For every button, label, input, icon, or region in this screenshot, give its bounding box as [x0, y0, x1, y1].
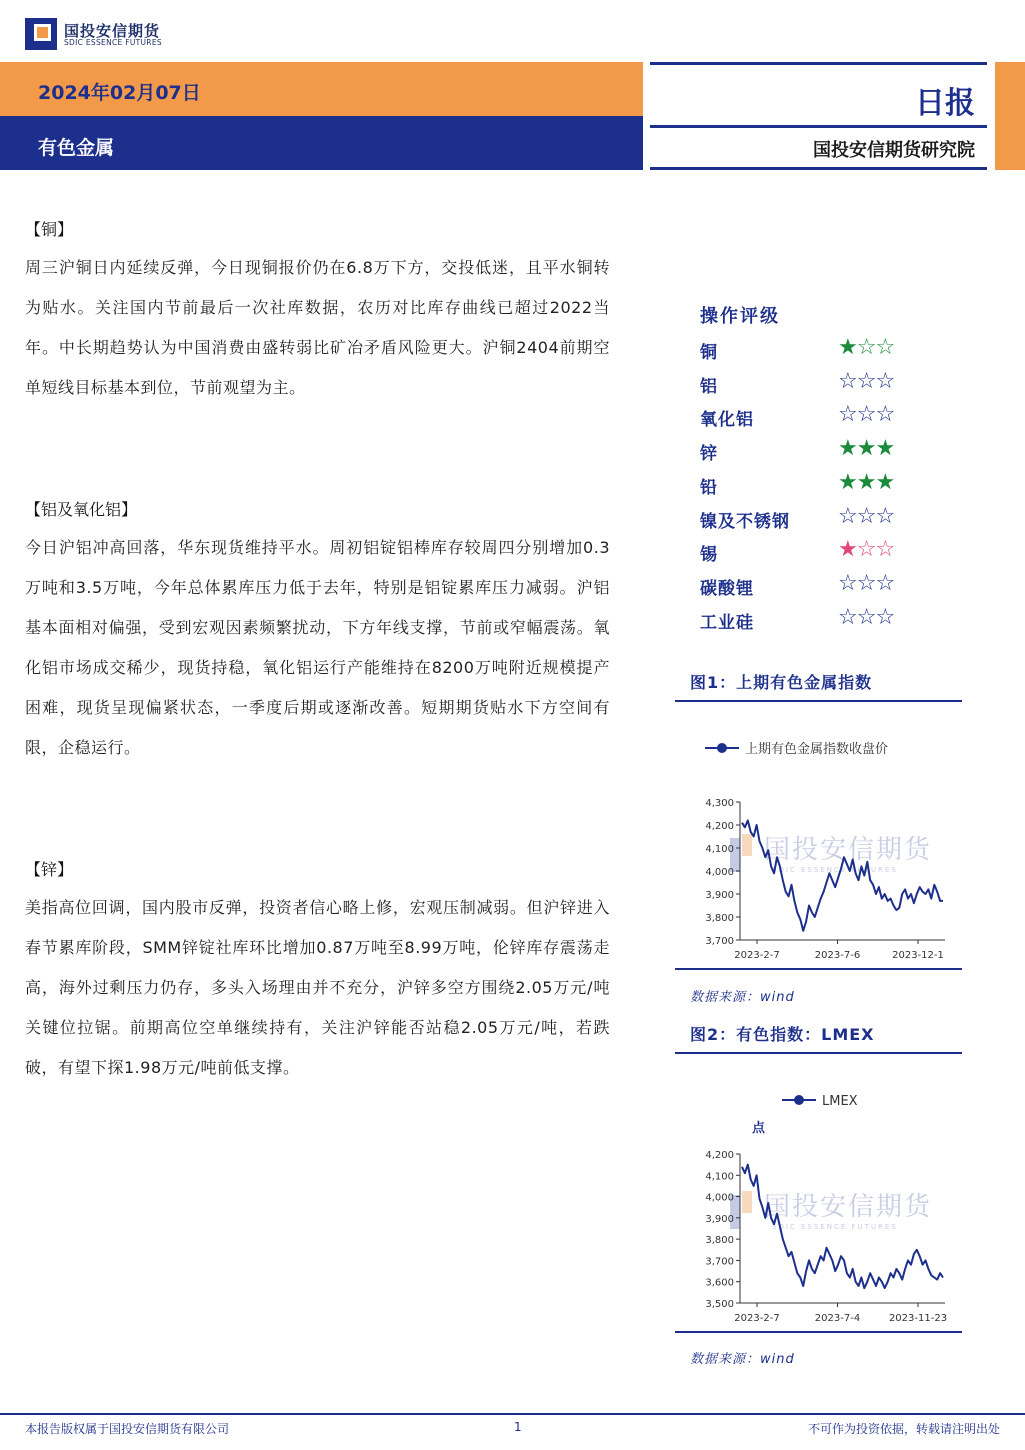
star-filled-icon: ★ — [838, 436, 857, 462]
star-outline-icon: ☆ — [875, 368, 895, 394]
rating-stars-icon — [838, 571, 894, 596]
star-outline-icon: ☆ — [838, 503, 857, 529]
star-outline-icon: ☆ — [856, 368, 876, 394]
sdic-logo-icon — [25, 18, 57, 50]
rating-row — [700, 436, 940, 469]
rating-row — [700, 335, 940, 368]
star-outline-icon: ☆ — [856, 570, 876, 596]
y-tick-label: 3,700 — [705, 936, 734, 947]
y-tick-label: 4,000 — [705, 1192, 734, 1204]
star-outline-icon: ☆ — [838, 368, 857, 394]
rating-stars-icon — [838, 470, 894, 495]
y-tick-label: 3,900 — [705, 890, 734, 901]
section-body-zinc: 美指高位回调，国内股市反弹，投资者信心略上修，宏观压制减弱。但沪锌进入春节累库阶段，SMM锌锭社库环比增加0.87万吨至8.99万吨，伦锌库存震荡走高，海外过剩压力仍存，多头入场理由并不充分，沪锌多空方围绕2.05万元/吨关键位拉锯。前期高位空单继续持有，关注沪锌能否站稳2.05万元/吨，若跌破，有望下探1.98万元/吨前低支撑。 — [25, 898, 610, 1077]
star-filled-icon: ★ — [856, 436, 876, 462]
header-divider-bottom — [650, 167, 987, 170]
legend-label: 上期有色金属指数收盘价 — [745, 742, 889, 757]
y-tick-label: 4,100 — [705, 844, 734, 855]
watermark-logo-icon — [742, 834, 752, 856]
star-outline-icon: ☆ — [856, 503, 876, 529]
figure-2-bottom-rule — [675, 1331, 962, 1333]
x-tick-label: 2023-7-6 — [814, 950, 861, 961]
star-outline-icon: ☆ — [856, 402, 876, 428]
legend-marker — [717, 743, 727, 753]
y-tick-label: 4,200 — [705, 821, 734, 832]
rating-row — [700, 402, 940, 435]
y-tick-label: 3,700 — [705, 1256, 734, 1268]
rating-stars-icon — [838, 436, 894, 461]
figure-2-title: 图2：有色指数：LMEX — [690, 1025, 875, 1044]
rating-name: 碳酸锂 — [700, 578, 754, 599]
rating-row — [700, 368, 940, 402]
figure-2-top-rule — [675, 1052, 962, 1054]
header-divider-top — [650, 62, 987, 65]
star-outline-icon: ☆ — [875, 570, 895, 596]
star-outline-icon: ☆ — [838, 604, 857, 630]
footer-disclaimer: 不可作为投资依据，转载请注明出处 — [807, 1422, 1000, 1436]
star-outline-icon: ☆ — [856, 537, 876, 563]
legend-marker — [794, 1095, 804, 1105]
star-outline-icon: ☆ — [875, 402, 895, 428]
watermark-logo-icon — [742, 1191, 752, 1213]
rating-name: 铝 — [700, 376, 718, 397]
rating-stars-icon — [838, 369, 894, 394]
rating-row — [700, 604, 940, 638]
rating-row — [700, 570, 940, 604]
section-title-zinc: 【锌】 — [25, 860, 74, 879]
rating-stars-icon — [838, 504, 894, 529]
rating-name: 铅 — [700, 477, 718, 498]
y-tick-label: 4,200 — [705, 1150, 734, 1161]
legend-label: LMEX — [822, 1094, 858, 1109]
report-type: 日报 — [915, 86, 975, 121]
y-tick-label: 4,300 — [705, 798, 734, 809]
star-outline-icon: ☆ — [838, 570, 857, 596]
star-filled-icon: ★ — [838, 335, 857, 360]
x-tick-label: 2023-2-7 — [734, 950, 780, 961]
figure-2-source: 数据来源：wind — [690, 1352, 795, 1367]
header-edge-accent — [995, 62, 1025, 170]
y-tick-label: 3,800 — [705, 1235, 734, 1247]
rating-stars-icon — [838, 335, 894, 360]
x-tick-label: 2023-7-4 — [814, 1313, 861, 1324]
y-tick-label: 3,900 — [705, 1213, 734, 1225]
rating-name: 铜 — [700, 343, 718, 363]
star-outline-icon: ☆ — [856, 604, 876, 630]
section-title-copper: 【铜】 — [25, 220, 74, 239]
rating-stars-icon — [838, 537, 894, 562]
y-tick-label: 4,100 — [705, 1171, 734, 1183]
rating-row — [700, 537, 940, 570]
star-filled-icon: ★ — [875, 436, 895, 462]
y-axis-label: 点 — [752, 1121, 766, 1136]
section-body-copper: 周三沪铜日内延续反弹，今日现铜报价仍在6.8万下方，交投低迷，且平水铜转为贴水。关注国内节前最后一次社库数据，农历对比库存曲线已超过2022当年。中长期趋势认为中国消费由盛转弱比矿冶矛盾风险更大。沪铜2404前期空单短线目标基本到位，节前观望为主。 — [25, 258, 610, 397]
star-outline-icon: ☆ — [838, 402, 857, 428]
rating-name: 锌 — [700, 444, 718, 465]
rating-row — [700, 503, 940, 537]
star-outline-icon: ☆ — [875, 537, 895, 563]
star-filled-icon: ★ — [838, 537, 857, 563]
footer-rule — [0, 1413, 1025, 1415]
x-tick-label: 2023-11-23 — [888, 1313, 948, 1324]
x-tick-label: 2023-2-7 — [734, 1313, 780, 1324]
watermark-text-en: SDIC ESSENCE FUTURES — [772, 1223, 898, 1231]
section-body-aluminum: 今日沪铝冲高回落，华东现货维持平水。周初铝锭铝棒库存较周四分别增加0.3万吨和3.5万吨，今年总体累库压力低于去年，特别是铝锭累库压力减弱。沪铝基本面相对偏强，受到宏观因素频繁扰动，下方年线支撑，节前或窄幅震荡。氧化铝市场成交稀少，现货持稳，氧化铝运行产能维持在8200万吨附近规模提产困难，现货呈现偏紧状态，一季度后期或逐渐改善。短期期货贴水下方空间有限，企稳运行。 — [25, 538, 610, 757]
figure-1-bottom-rule — [675, 968, 962, 970]
y-tick-label: 3,800 — [705, 913, 734, 924]
section-title-aluminum: 【铝及氧化铝】 — [25, 500, 138, 519]
figure-1-source: 数据来源：wind — [690, 990, 795, 1005]
watermark-text: 国投安信期货 — [764, 1192, 933, 1222]
rating-name: 锡 — [700, 545, 718, 566]
figure-1-top-rule — [675, 700, 962, 702]
rating-stars-icon — [838, 605, 894, 630]
brand-name-en: SDIC ESSENCE FUTURES — [64, 38, 162, 47]
institute-name: 国投安信期货研究院 — [813, 140, 975, 161]
rating-stars-icon — [838, 402, 894, 427]
rating-name: 镍及不锈钢 — [700, 511, 790, 532]
ratings-title: 操作评级 — [700, 306, 780, 327]
star-outline-icon: ☆ — [875, 503, 895, 529]
y-tick-label: 4,000 — [705, 867, 734, 878]
watermark-text: 国投安信期货 — [764, 835, 933, 865]
y-tick-label: 3,500 — [705, 1299, 734, 1310]
rating-name: 氧化铝 — [700, 410, 754, 431]
figure-1-title: 图1：上期有色金属指数 — [690, 673, 873, 692]
x-tick-label: 2023-12-1 — [892, 950, 944, 961]
rating-row — [700, 469, 940, 503]
star-outline-icon: ☆ — [875, 604, 895, 630]
watermark-text-en: SDIC ESSENCE FUTURES — [772, 866, 898, 874]
rating-name: 工业硅 — [700, 612, 754, 633]
page-number: 1 — [514, 1420, 522, 1434]
star-outline-icon: ☆ — [856, 335, 876, 360]
report-sector: 有色金属 — [38, 137, 115, 159]
brand-name: 国投安信期货 — [64, 22, 161, 40]
star-filled-icon: ★ — [875, 469, 895, 495]
star-filled-icon: ★ — [856, 469, 876, 495]
report-date: 2024年02月07日 — [38, 82, 201, 104]
footer-copyright: 本报告版权属于国投安信期货有限公司 — [25, 1422, 230, 1436]
star-filled-icon: ★ — [838, 469, 857, 495]
y-tick-label: 3,600 — [705, 1277, 734, 1289]
chart-shfe-nonferrous-index — [675, 730, 962, 970]
chart-lmex-index — [675, 1085, 962, 1330]
star-outline-icon: ☆ — [875, 335, 895, 360]
header-divider-mid — [650, 125, 987, 128]
